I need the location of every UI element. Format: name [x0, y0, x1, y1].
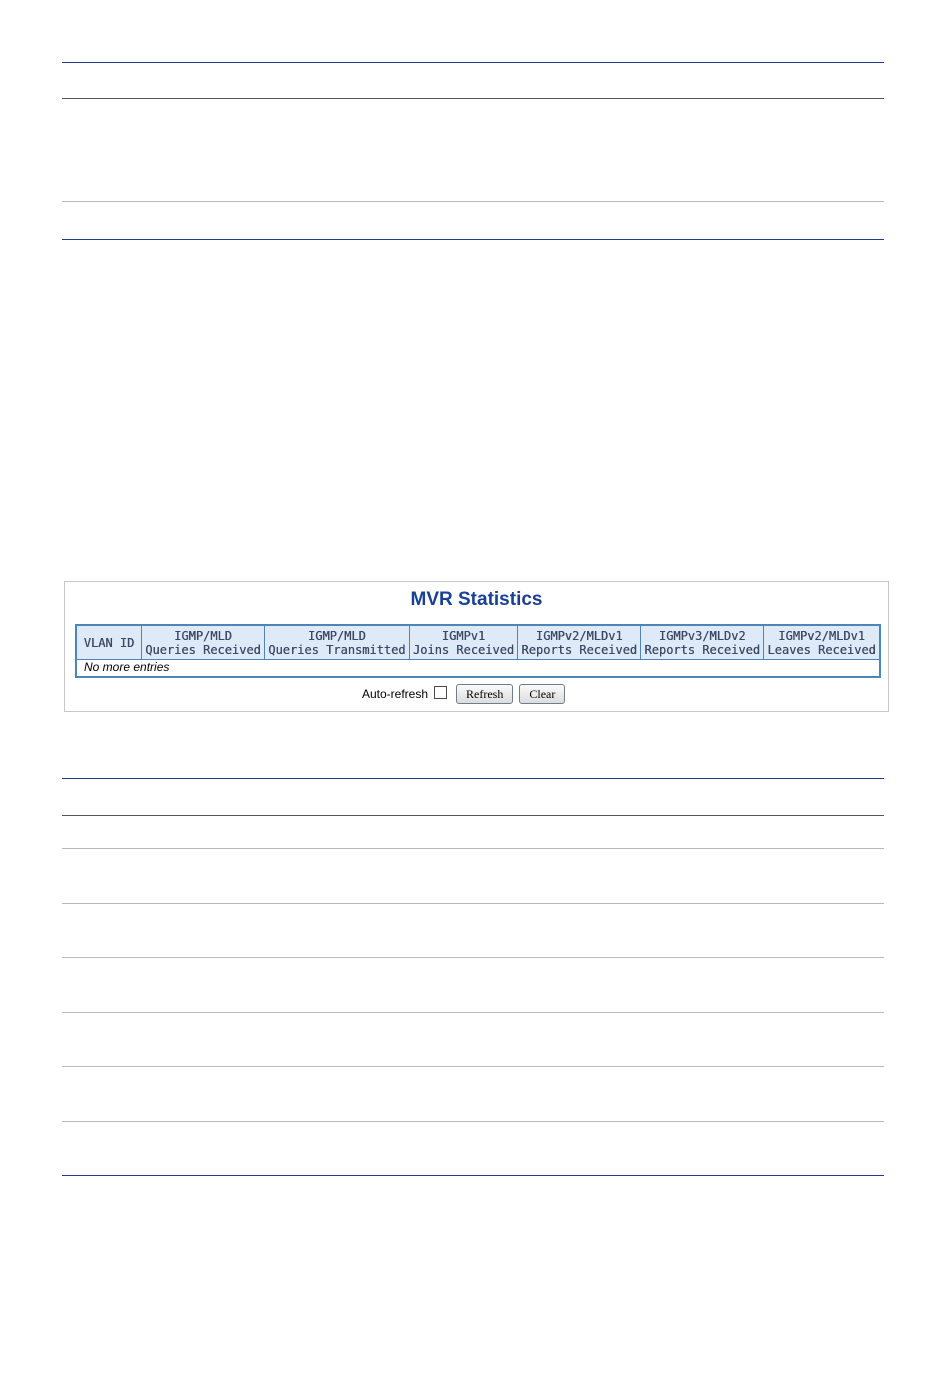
header-v3-reports-received: IGMPv3/MLDv2 Reports Received	[641, 625, 764, 660]
panel-title: MVR Statistics	[410, 589, 543, 610]
bottom-table-rule-8	[62, 1121, 884, 1122]
top-table-rule-2	[62, 98, 884, 99]
bottom-table-rule-7	[62, 1066, 884, 1067]
top-table-rule-4	[62, 239, 884, 240]
bottom-table-rule-1	[62, 778, 884, 779]
header-queries-transmitted: IGMP/MLD Queries Transmitted	[264, 625, 409, 660]
clear-button[interactable]: Clear	[519, 684, 565, 704]
refresh-button[interactable]: Refresh	[456, 684, 513, 704]
table-header-row	[76, 625, 880, 660]
refresh-controls	[362, 683, 571, 705]
top-table-rule-3	[62, 201, 884, 202]
auto-refresh-checkbox[interactable]	[434, 686, 447, 699]
bottom-table-rule-4	[62, 903, 884, 904]
header-v2-reports-received: IGMPv2/MLDv1 Reports Received	[518, 625, 641, 660]
bottom-table-rule-3	[62, 848, 884, 849]
bottom-table-rule-9	[62, 1175, 884, 1176]
header-joins-received: IGMPv1 Joins Received	[409, 625, 518, 660]
header-leaves-received: IGMPv2/MLDv1 Leaves Received	[764, 625, 880, 660]
auto-refresh-label: Auto-refresh	[362, 687, 429, 701]
bottom-table-rule-2	[62, 815, 884, 816]
table-row	[76, 660, 880, 678]
bottom-table-rule-6	[62, 1012, 884, 1013]
mvr-statistics-panel	[64, 581, 889, 712]
header-queries-received: IGMP/MLD Queries Received	[142, 625, 265, 660]
bottom-table-rule-5	[62, 957, 884, 958]
top-table-rule-1	[62, 62, 884, 63]
empty-table-message: No more entries	[76, 660, 880, 678]
mvr-statistics-table	[75, 624, 881, 678]
header-vlan-id: VLAN ID	[76, 625, 142, 660]
